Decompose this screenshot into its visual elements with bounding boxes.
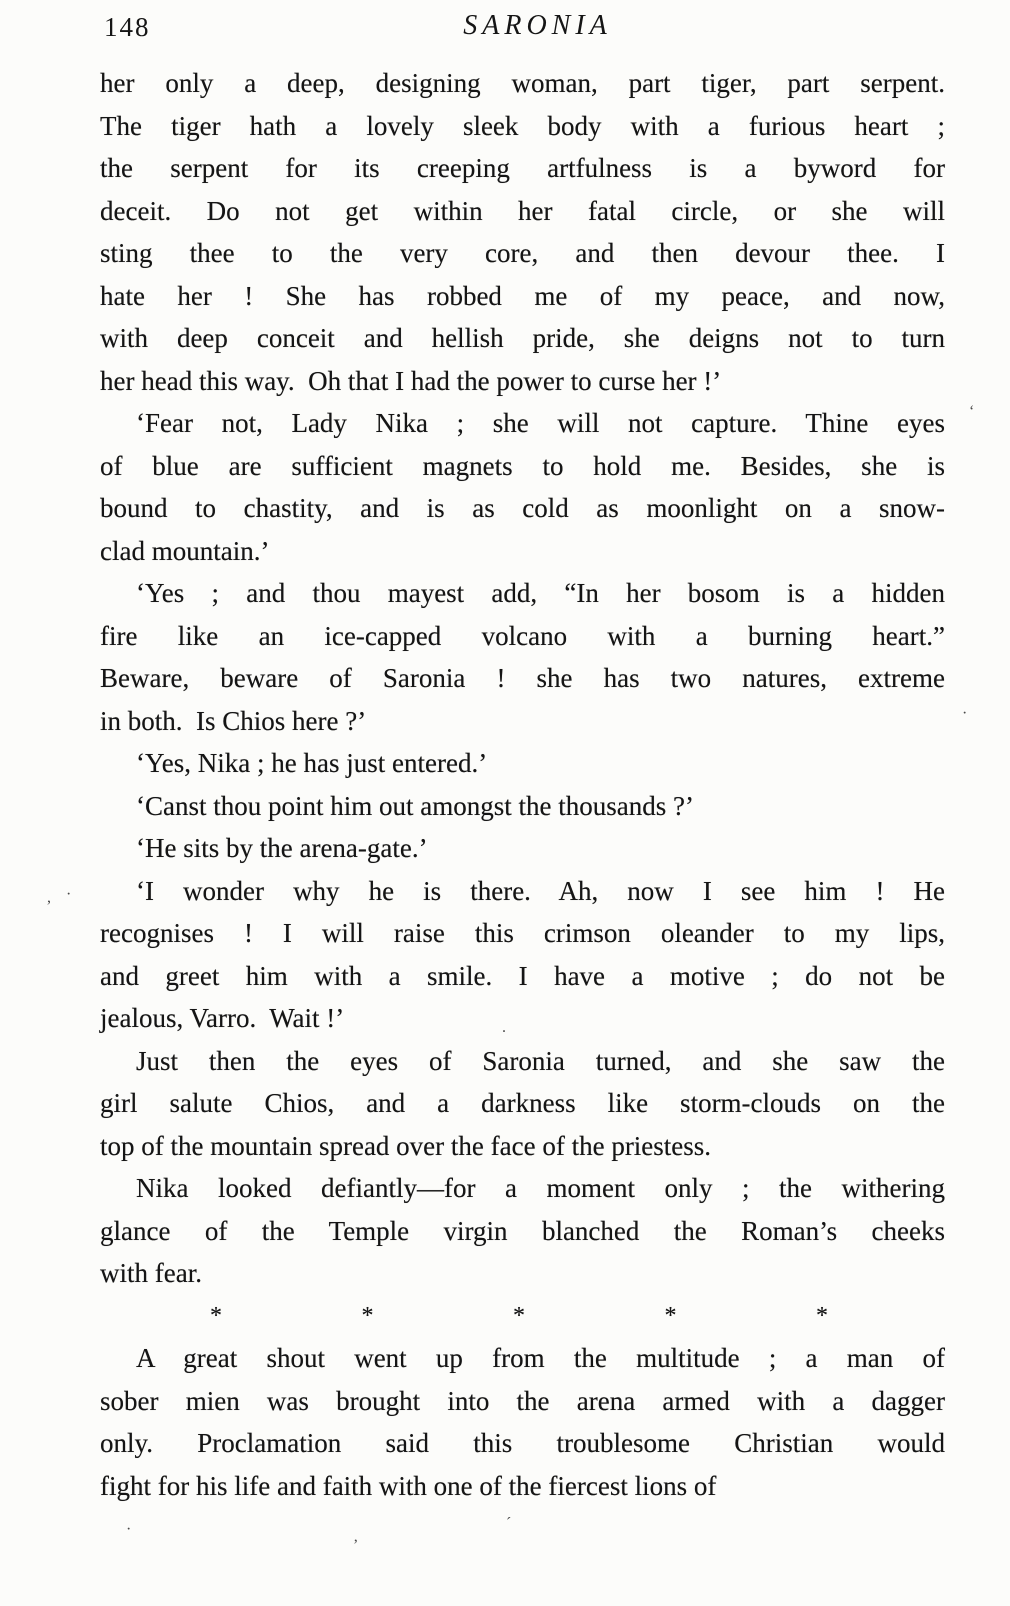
asterisk: * [816,1302,828,1329]
text-line: with deep conceit and hellish pride, she deigns not to turn [100,323,945,353]
text-line: sting thee to the very core, and then devour thee. I [100,238,945,268]
text-line: hate her ! She has robbed me of my peace, and now, [100,280,945,311]
text-line: recognises ! I will raise this crimson oleander to my lips, [100,918,945,948]
text-line: the serpent for its creeping artfulness is a byword for [100,153,945,183]
text-line: clad mountain.’ [100,535,270,566]
text-line: bound to chastity, and is as cold as moonlight on a snow- [100,493,945,523]
scan-speck: ’ [353,1537,359,1554]
scan-speck: ‘ [969,403,975,420]
text-line: fire like an ice-capped volcano with a burning heart.” [100,620,945,651]
page-body [100,62,945,1507]
page-number: 148 [104,12,151,42]
text-line: jealous, Varro. Wait !’ [100,1003,345,1033]
text-line: of blue are sufficient magnets to hold me. Besides, she is [100,450,945,481]
paragraph [100,1040,945,1168]
page-header [100,8,945,52]
text-line: girl salute Chios, and a darkness like storm-clouds on the [100,1088,945,1118]
text-line: ‘Canst thou point him out amongst the thousands ?’ [136,790,694,821]
text-line: A great shout went up from the multitude ; a man of [136,1343,945,1373]
text-line: with fear. [100,1258,202,1288]
text-line: The tiger hath a lovely sleek body with a furious heart ; [100,110,945,141]
scan-speck: . [502,1019,506,1036]
section-break-asterisks [210,1295,828,1338]
scan-speck: ´ [506,1515,512,1532]
text-line: in both. Is Chios here ?’ [100,705,367,736]
paragraph [100,742,945,785]
paragraph [100,785,945,828]
text-line: ‘Yes, Nika ; he has just entered.’ [136,748,488,778]
paragraph [100,572,945,742]
scan-speck: · [126,1521,132,1538]
text-line: her only a deep, designing woman, part tiger, part serpent. [100,68,945,98]
scan-speck: · [962,705,968,722]
text-line: ‘Fear not, Lady Nika ; she will not capture. Thine eyes [136,408,945,438]
scan-speck: · [66,886,72,903]
paragraph [100,62,945,402]
paragraph [100,870,945,1040]
paragraph [100,1337,945,1507]
running-title: SARONIA [463,10,612,41]
text-line: ‘He sits by the arena-gate.’ [136,833,428,863]
text-line: Beware, beware of Saronia ! she has two natures, extreme [100,663,945,693]
text-line: glance of the Temple virgin blanched the Roman’s cheeks [100,1215,945,1246]
text-line: only. Proclamation said this troublesome Christian would [100,1428,945,1458]
scan-speck: , [47,889,51,906]
text-line: sober mien was brought into the arena armed with a dagger [100,1385,945,1416]
text-line: fight for his life and faith with one of the fiercest lions of [100,1470,717,1501]
asterisk: * [210,1302,222,1329]
text-line: Nika looked defiantly—for a moment only ; the withering [136,1173,945,1203]
paragraph [100,1167,945,1295]
text-line: ‘Yes ; and thou mayest add, “In her bosom is a hidden [136,578,945,608]
text-line: top of the mountain spread over the face of the priestess. [100,1130,712,1161]
asterisk: * [361,1302,374,1329]
paragraph [100,827,945,870]
text-line: ‘I wonder why he is there. Ah, now I see him ! He [136,875,945,906]
text-line: Just then the eyes of Saronia turned, and she saw the [136,1045,945,1076]
asterisk: * [513,1302,525,1329]
text-line: deceit. Do not get within her fatal circle, or she will [100,195,945,226]
asterisk: * [664,1302,677,1329]
paragraph [100,402,945,572]
text-line: and greet him with a smile. I have a motive ; do not be [100,960,945,991]
text-line: her head this way. Oh that I had the power to curse her !’ [100,365,722,396]
